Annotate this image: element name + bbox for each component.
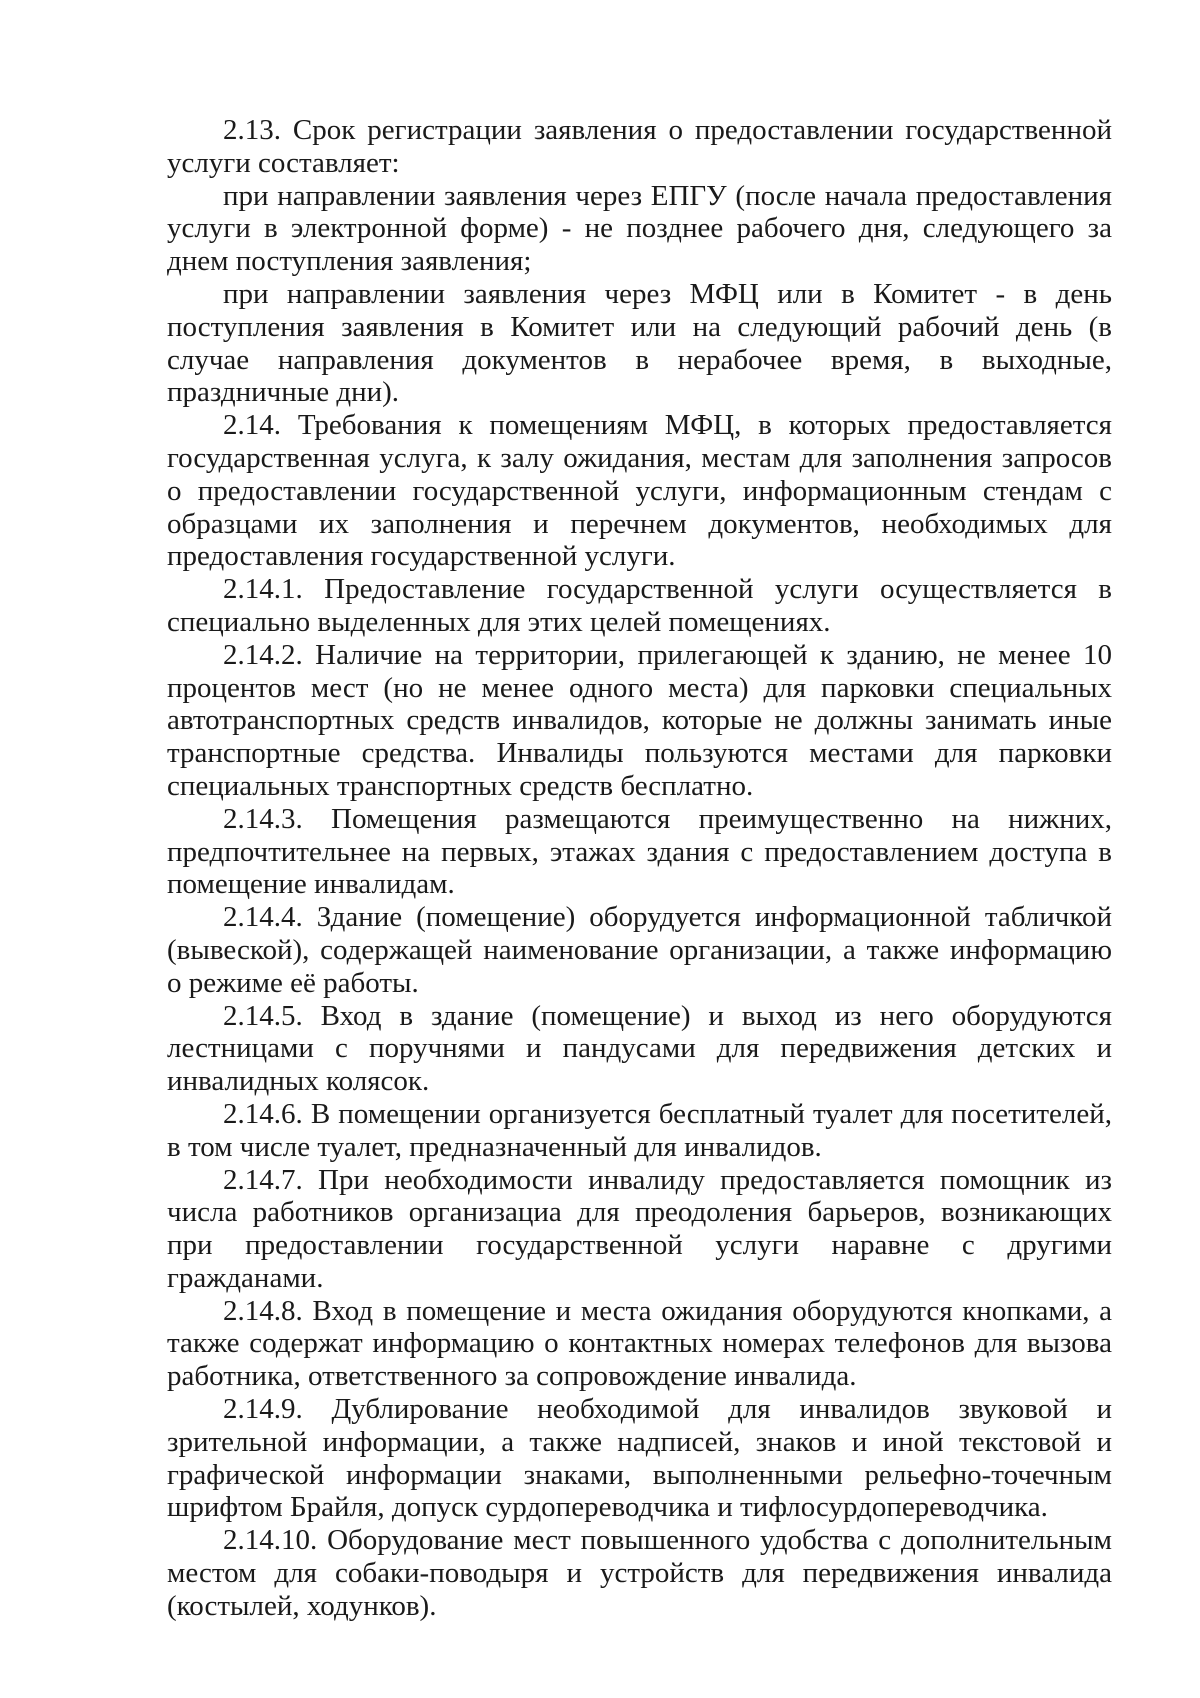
paragraph-2-14-4: 2.14.4. Здание (помещение) оборудуется информационной табличкой (вывеской), содержащей наименование организации, а также информацию о режиме её работы. xyxy=(167,901,1112,999)
paragraph-mfc-deadline: при направлении заявления через МФЦ или в Комитет - в день поступления заявления в Комитет или на следующий рабочий день (в случае направления документов в нерабочее время, в выходные, праздничные дни). xyxy=(167,277,1112,409)
paragraph-2-14-3: 2.14.3. Помещения размещаются преимущественно на нижних, предпочтительнее на первых, этажах здания с предоставлением доступа в помещение инвалидам. xyxy=(167,802,1112,901)
paragraph-2-14-5: 2.14.5. Вход в здание (помещение) и выход из него оборудуются лестницами с поручнями и пандусами для передвижения детских и инвалидных колясок. xyxy=(167,999,1112,1098)
paragraph-2-14-6: 2.14.6. В помещении организуется бесплатный туалет для посетителей, в том числе туалет, предназначенный для инвалидов. xyxy=(167,1097,1112,1163)
document-body xyxy=(167,114,1112,1623)
paragraph-2-14-8: 2.14.8. Вход в помещение и места ожидания оборудуются кнопками, а также содержат информацию о контактных номерах телефонов для вызова работника, ответственного за сопровождение инвалида. xyxy=(167,1294,1112,1393)
paragraph-2-14: 2.14. Требования к помещениям МФЦ, в которых предоставляется государственная услуга, к залу ожидания, местам для заполнения запросов о предоставлении государственной услуги, информационным стендам с образцами их заполнения и перечнем документов, необходимых для предоставления государственной услуги. xyxy=(167,409,1112,573)
paragraph-2-14-1: 2.14.1. Предоставление государственной услуги осуществляется в специально выделенных для этих целей помещениях. xyxy=(167,573,1112,638)
paragraph-2-14-10: 2.14.10. Оборудование мест повышенного удобства с дополнительным местом для собаки-поводыря и устройств для передвижения инвалида (костылей, ходунков). xyxy=(167,1524,1112,1622)
paragraph-2-14-7: 2.14.7. При необходимости инвалиду предоставляется помощник из числа работников организациа для преодоления барьеров, возникающих при предоставлении государственной услуги наравне с другими гражданами. xyxy=(167,1163,1112,1294)
paragraph-epgu-deadline: при направлении заявления через ЕПГУ (после начала предоставления услуги в электронной форме) - не позднее рабочего дня, следующего за днем поступления заявления; xyxy=(167,179,1112,278)
paragraph-2-14-9: 2.14.9. Дублирование необходимой для инвалидов звуковой и зрительной информации, а также надписей, знаков и иной текстовой и графической информации знаками, выполненными рельефно-точечным шрифтом Брайля, допуск сурдопереводчика и тифлосурдопереводчика. xyxy=(167,1393,1112,1524)
paragraph-2-13: 2.13. Срок регистрации заявления о предоставлении государственной услуги составляет: xyxy=(167,114,1112,179)
paragraph-2-14-2: 2.14.2. Наличие на территории, прилегающей к зданию, не менее 10 процентов мест (но не менее одного места) для парковки специальных автотранспортных средств инвалидов, которые не должны занимать иные транспортные средства. Инвалиды пользуются местами для парковки специальных транспортных средств бесплатно. xyxy=(167,638,1112,802)
